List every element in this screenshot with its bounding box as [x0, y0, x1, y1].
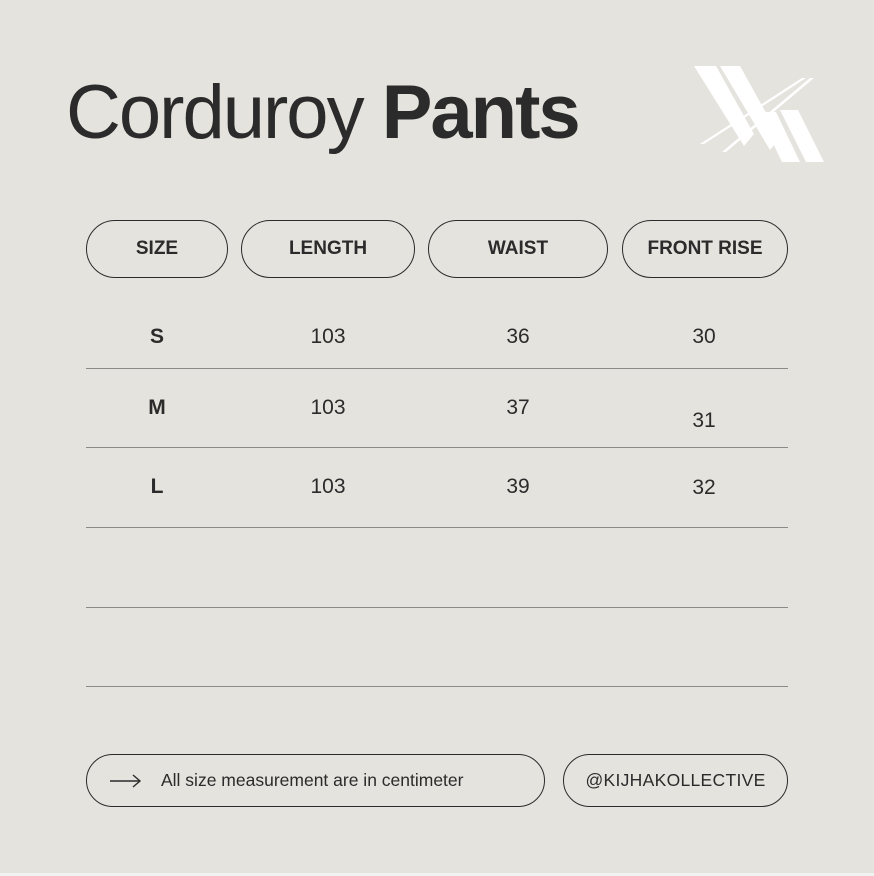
brand-logo-icon	[694, 66, 824, 164]
arrow-right-icon	[109, 774, 143, 788]
row-m-length: 103	[310, 396, 346, 419]
measurement-note-text: All size measurement are in centimeter	[161, 770, 464, 790]
row-divider	[86, 447, 788, 448]
row-m-waist: 37	[506, 396, 530, 419]
row-l-waist: 39	[506, 475, 530, 498]
row-s-front-rise: 30	[692, 325, 716, 348]
header-length: LENGTH	[241, 220, 415, 278]
measurement-note	[86, 754, 545, 807]
row-divider	[86, 686, 788, 687]
row-divider	[86, 607, 788, 608]
row-l-size: L	[150, 475, 164, 498]
row-s-waist: 36	[506, 325, 530, 348]
row-l-front-rise: 32	[692, 476, 716, 499]
header-size: SIZE	[86, 220, 228, 278]
title-light: Corduroy	[66, 70, 363, 155]
row-s-length: 103	[310, 325, 346, 348]
row-divider	[86, 527, 788, 528]
header-front-rise: FRONT RISE	[622, 220, 788, 278]
row-m-front-rise: 31	[692, 409, 716, 432]
header-waist: WAIST	[428, 220, 608, 278]
social-handle: @KIJHAKOLLECTIVE	[563, 754, 788, 807]
row-s-size: S	[149, 325, 164, 348]
row-divider	[86, 368, 788, 369]
page-title	[66, 68, 579, 158]
title-bold: Pants	[381, 70, 579, 155]
row-m-size: M	[148, 396, 166, 419]
row-l-length: 103	[310, 475, 346, 498]
